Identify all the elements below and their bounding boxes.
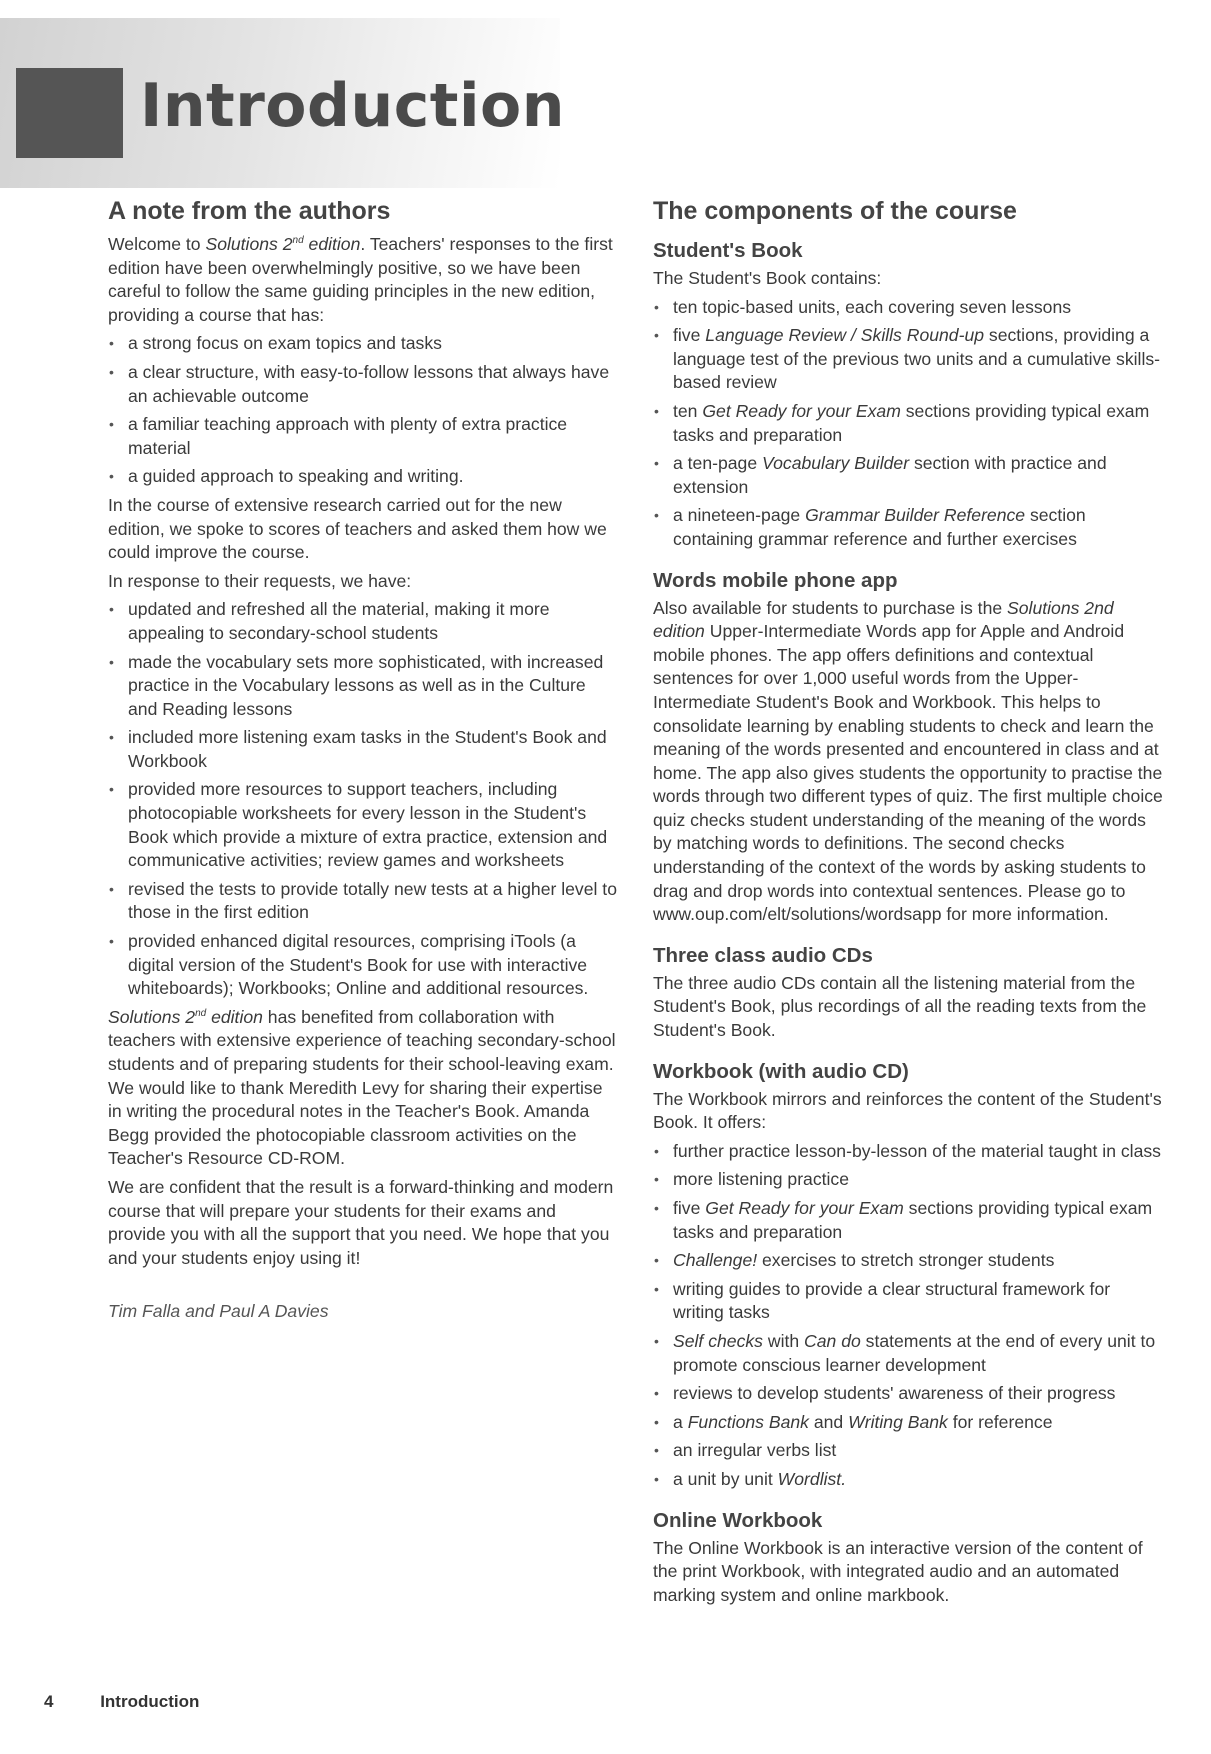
online-workbook-paragraph: The Online Workbook is an interactive version of the content of the print Workbook, with integrated audio and an automated marking system and online markbook. — [653, 1537, 1143, 1605]
list-item: • five Language Review / Skills Round-up sections, providing a language test of the previous two units and a cumulative skills-based review — [654, 325, 1161, 393]
components-heading: The components of the course — [653, 197, 1017, 225]
audio-cds-paragraph: The three audio CDs contain all the listening material from the Student's Book, plus recordings of all the reading texts from the Student's Book. — [653, 972, 1147, 1041]
online-workbook-heading: Online Workbook — [653, 1508, 823, 1532]
list-item: • a unit by unit Wordlist. — [654, 1468, 847, 1489]
list-item: • included more listening exam tasks in the Student's Book and Workbook — [109, 727, 607, 771]
audio-cds-heading: Three class audio CDs — [653, 943, 873, 967]
list-item: • a ten-page Vocabulary Builder section with practice and extension — [654, 453, 1107, 497]
list-item: • an irregular verbs list — [654, 1440, 837, 1461]
list-item: • a familiar teaching approach with plenty of extra practice material — [109, 414, 568, 458]
authors-note-heading: A note from the authors — [108, 197, 391, 225]
footer-section-label: Introduction — [100, 1692, 200, 1711]
list-item: • updated and refreshed all the material, making it more appealing to secondary-school students — [109, 599, 550, 643]
list-item: • a Functions Bank and Writing Bank for reference — [654, 1411, 1053, 1432]
page-title: Introduction — [140, 71, 565, 141]
list-item: • Challenge! exercises to stretch stronger students — [654, 1250, 1055, 1271]
course-has-list — [108, 332, 618, 489]
page-number: 4 — [44, 1692, 54, 1711]
list-item: • revised the tests to provide totally new tests at a higher level to those in the first edition — [109, 878, 617, 923]
list-item: • five Get Ready for your Exam sections providing typical exam tasks and preparation — [654, 1198, 1153, 1242]
improvements-list — [108, 598, 618, 1001]
list-item: • further practice lesson-by-lesson of the material taught in class — [654, 1140, 1161, 1161]
list-item: • a clear structure, with easy-to-follow lessons that always have an achievable outcome — [109, 361, 610, 406]
words-app-paragraph: Also available for students to purchase is the Solutions 2nd edition Upper-Intermediate Words app for Apple and Android mobile phones. The app offers definitions and contextual sentences for over 1,000 useful words from the Upper-Intermediate Student's Book and Workbook. This helps to consolidate learning by enabling students to check and learn the meaning of the words presented and encountered in class and at home. The app also gives students the opportunity to practise the words through two different types of quiz. The first multiple choice quiz checks student understanding of the meaning of the words by matching words to definitions. The second checks understanding of the context of the words by asking students to drag and drop words into contextual sentences. Please go to www.oup.com/elt/solutions/wordsapp for more information. — [653, 597, 1163, 925]
workbook-list — [653, 1140, 1165, 1492]
response-paragraph: In response to their requests, we have: — [108, 570, 412, 591]
author-signature: Tim Falla and Paul A Davies — [108, 1301, 329, 1322]
header-block — [16, 68, 123, 158]
workbook-heading: Workbook (with audio CD) — [653, 1059, 909, 1083]
list-item: • ten Get Ready for your Exam sections providing typical exam tasks and preparation — [654, 400, 1150, 445]
list-item: • Self checks with Can do statements at the end of every unit to promote conscious learner development — [654, 1330, 1156, 1375]
collaboration-paragraph: Solutions 2nd edition has benefited from collaboration with teachers with extensive experience of teaching secondary-school students and of preparing students for their school-leaving exam. We would like to thank Meredith Levy for sharing their expertise in writing the procedural notes in the Teacher's Book. Amanda Begg provided the photocopiable classroom activities on the Teacher's Resource CD-ROM. — [108, 1006, 616, 1169]
list-item: • more listening practice — [654, 1169, 850, 1190]
right-column — [653, 196, 1165, 1612]
list-item: • provided enhanced digital resources, comprising iTools (a digital version of the Student's Book for use with interactive whiteboards); Workbooks; Online and additional resources. — [109, 931, 589, 999]
page-footer — [44, 1692, 199, 1712]
list-item: • a nineteen-page Grammar Builder Reference section containing grammar reference and further exercises — [654, 505, 1086, 549]
students-book-list — [653, 296, 1165, 552]
students-book-heading: Student's Book — [653, 239, 803, 262]
list-item: • a guided approach to speaking and writing. — [109, 466, 464, 487]
list-item: • made the vocabulary sets more sophisticated, with increased practice in the Vocabulary lessons as well as in the Culture and Reading lessons — [109, 651, 604, 719]
left-column — [108, 196, 618, 1329]
list-item: • reviews to develop students' awareness of their progress — [654, 1383, 1116, 1404]
students-book-intro: The Student's Book contains: — [653, 268, 882, 288]
confident-paragraph: We are confident that the result is a forward-thinking and modern course that will prepare your students for their exams and provide you with all the support that you need. We hope that you and your students enjoy using it! — [108, 1176, 614, 1268]
header-banner — [0, 18, 565, 188]
list-item: • a strong focus on exam topics and tasks — [109, 333, 442, 354]
list-item: • ten topic-based units, each covering seven lessons — [654, 296, 1072, 317]
research-paragraph: In the course of extensive research carried out for the new edition, we spoke to scores of teachers and asked them how we could improve the course. — [108, 494, 607, 563]
workbook-intro: The Workbook mirrors and reinforces the content of the Student's Book. It offers: — [653, 1088, 1162, 1133]
words-app-heading: Words mobile phone app — [653, 568, 898, 592]
list-item: • writing guides to provide a clear structural framework for writing tasks — [654, 1278, 1111, 1323]
list-item: • provided more resources to support teachers, including photocopiable worksheets for every lesson in the Student's Book which provide a mixture of extra practice, extension and communicative activities; review games and worksheets — [109, 779, 608, 871]
intro-paragraph: Welcome to Solutions 2nd edition. Teachers' responses to the first edition have been overwhelmingly positive, so we have been careful to follow the same guiding principles in the new edition, providing a course that has: — [108, 234, 613, 325]
